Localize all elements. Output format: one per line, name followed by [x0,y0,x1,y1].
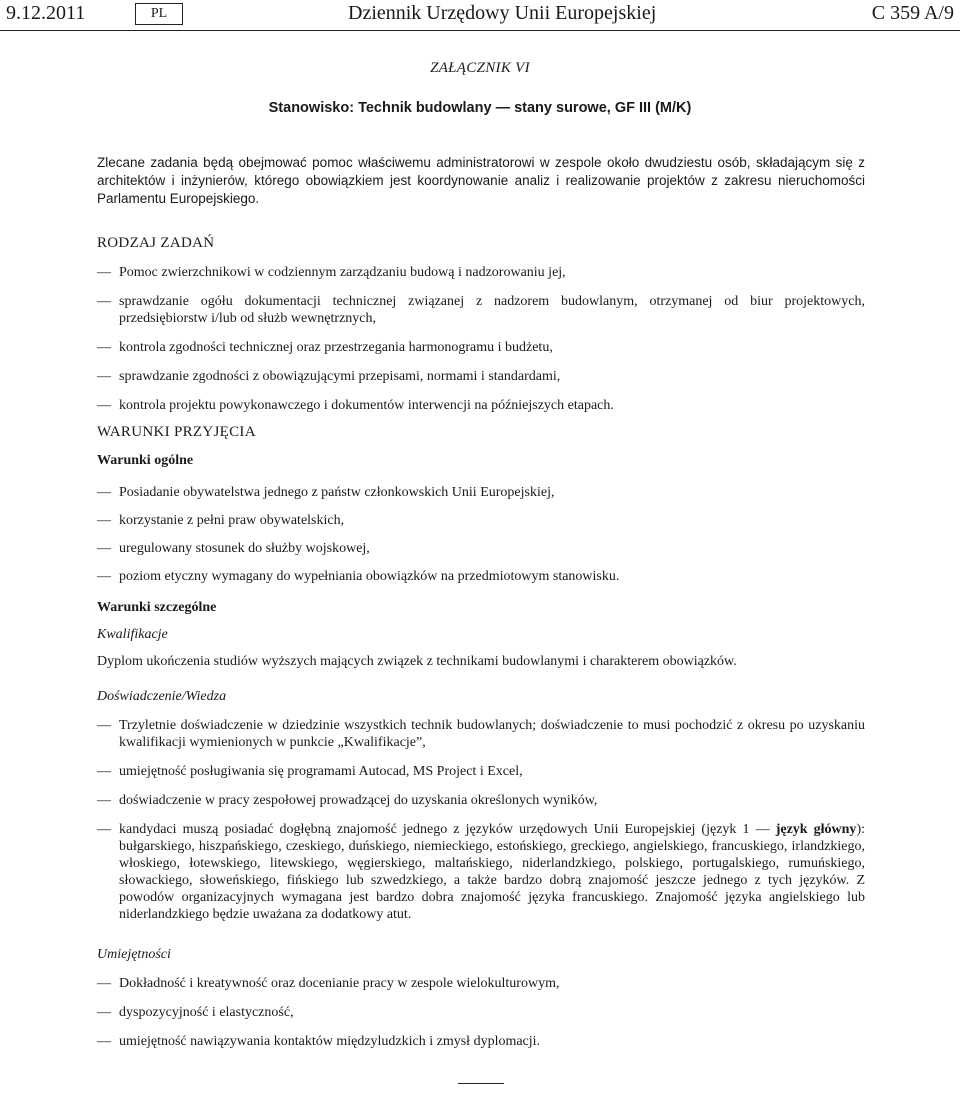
language-code-box: PL [135,3,183,25]
journal-title: Dziennik Urzędowy Unii Europejskiej [348,2,657,24]
page-header [0,0,960,31]
skills-list [97,975,865,1050]
list-item: — doświadczenie w pracy zespołowej prowadzącej do uzyskania określonych wyników, [97,792,865,809]
qualifications-heading: Kwalifikacje [97,627,168,642]
general-conditions-list [97,484,865,585]
list-item: — uregulowany stosunek do służby wojskowej, [97,540,865,557]
specific-conditions-heading: Warunki szczególne [97,600,217,615]
journal-reference: C 359 A/9 [871,2,954,24]
list-item: — umiejętność nawiązywania kontaktów międzyludzkich i zmysł dyplomacji. [97,1033,865,1050]
list-item: — Posiadanie obywatelstwa jednego z państw członkowskich Unii Europejskiej, [97,484,865,501]
document-body [97,232,865,1050]
experience-heading: Doświadczenie/Wiedza [97,689,227,704]
list-item: — Dokładność i kreatywność oraz docenianie pracy w zespole wielokulturowym, [97,975,865,992]
list-item: — dyspozycyjność i elastyczność, [97,1004,865,1021]
main-language-term: język główny [775,822,857,837]
tasks-heading: RODZAJ ZADAŃ [97,235,215,251]
tasks-list [97,264,865,414]
list-item: — poziom etyczny wymagany do wypełniania obowiązków na przedmiotowym stanowisku. [97,568,865,585]
list-item: — kontrola zgodności technicznej oraz przestrzegania harmonogramu i budżetu, [97,339,865,356]
list-item: — sprawdzanie zgodności z obowiązującymi przepisami, normami i standardami, [97,368,865,385]
list-item: — Trzyletnie doświadczenie w dziedzinie wszystkich technik budowlanych; doświadczenie to musi pochodzić z okresu po uzyskaniu kwalifikacji wymienionych w punkcie „Kwalifikacje”, [97,717,865,751]
list-item: — umiejętność posługiwania się programami Autocad, MS Project i Excel, [97,763,865,780]
general-conditions-heading: Warunki ogólne [97,453,194,468]
list-item: — Pomoc zwierzchnikowi w codziennym zarządzaniu budową i nadzorowaniu jej, [97,264,865,281]
footer-divider [458,1083,504,1084]
list-item: — kontrola projektu powykonawczego i dokumentów interwencji na późniejszych etapach. [97,397,865,414]
publication-date: 9.12.2011 [6,2,86,24]
experience-list [97,717,865,923]
language-text-before: kandydaci muszą posiadać dogłębną znajomość jednego z języków urzędowych Unii Europejskiej (język 1 — [119,822,776,837]
skills-heading: Umiejętności [97,947,171,962]
list-item: — korzystanie z pełni praw obywatelskich, [97,512,865,529]
language-requirement-item [97,821,865,923]
position-title: Stanowisko: Technik budowlany — stany surowe, GF III (M/K) [268,100,692,116]
conditions-heading: WARUNKI PRZYJĘCIA [97,424,256,440]
list-item: — sprawdzanie ogółu dokumentacji technicznej związanej z nadzorem budowlanym, otrzymanej od biur projektowych, przedsiębiorstw i/lub od służb wewnętrznych, [97,293,865,327]
qualifications-text: Dyplom ukończenia studiów wyższych mających związek z technikami budowlanymi i charakterem obowiązków. [97,654,737,669]
language-text-after: ): bułgarskiego, hiszpańskiego, czeskiego, duńskiego, niemieckiego, estońskiego, greckiego, angielskiego, francuskiego, irlandzkiego, włoskiego, łotewskiego, litewskiego, węgierskiego, maltańskiego, niderlandzkiego, polskiego, portugalskiego, rumuńskiego, słowackiego, słoweńskiego, fińskiego lub szwedzkiego, a także bardzo dobrą znajomość jeszcze jednego z tych języków. Z powodów organizacyjnych wymagana jest bardzo dobra znajomość języka francuskiego. Znajomość języka angielskiego lub niderlandzkiego będzie uważana za dodatkowy atut. [119,822,865,922]
intro-paragraph: Zlecane zadania będą obejmować pomoc właściwemu administratorowi w zespole około dwudziestu osób, składającym się z architektów i inżynierów, którego obowiązkiem jest koordynowanie analiz i realizowanie projektów z zakresu nieruchomości Parlamentu Europejskiego. [97,155,865,206]
annex-title: ZAŁĄCZNIK VI [430,60,530,76]
